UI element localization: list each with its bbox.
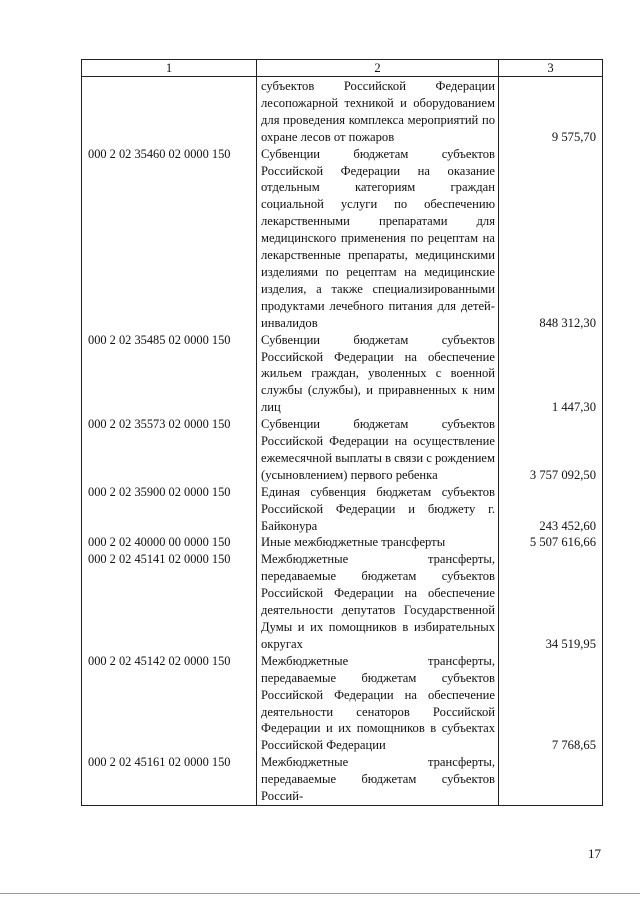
row-description: Субвенции бюджетам субъектов Российской Федерации на оказание отдельным категориям граждан социальной услуги по обеспечению лекарственными препаратами для медицинского применения по рецептам на лекарственные препараты, медицинскими изделиями по рецептам на медицинские изделия, а также специализированными продуктами лечебного питания для детей-инвалидов [257, 146, 499, 332]
table-row [82, 416, 603, 484]
row-code: 000 2 02 35485 02 0000 150 [82, 332, 257, 417]
table-row [82, 77, 603, 146]
table-row [82, 484, 603, 535]
row-description: Межбюджетные трансферты, передаваемые бюджетам субъектов Российской Федерации на обеспечение деятельности депутатов Государственной Думы и их помощников в избирательных округах [257, 551, 499, 652]
row-amount: 7 768,65 [499, 653, 603, 754]
row-description: Иные межбюджетные трансферты [257, 534, 499, 551]
row-amount: 243 452,60 [499, 484, 603, 535]
table-row [82, 146, 603, 332]
row-description: субъектов Российской Федерации лесопожарной техникой и оборудованием для проведения комплекса мероприятий по охране лесов от пожаров [257, 77, 499, 146]
row-code: 000 2 02 40000 00 0000 150 [82, 534, 257, 551]
row-code: 000 2 02 45141 02 0000 150 [82, 551, 257, 652]
table-row [82, 332, 603, 417]
column-header-3: 3 [499, 60, 603, 77]
row-description: Субвенции бюджетам субъектов Российской Федерации на обеспечение жильем граждан, уволенных с военной службы (службы), и приравненных к ним лиц [257, 332, 499, 417]
column-header-2: 2 [257, 60, 499, 77]
page-bottom-divider [0, 893, 640, 894]
table-header-row [82, 60, 603, 77]
row-amount: 34 519,95 [499, 551, 603, 652]
row-amount: 5 507 616,66 [499, 534, 603, 551]
table-row [82, 653, 603, 754]
row-description: Субвенции бюджетам субъектов Российской Федерации на осуществление ежемесячной выплаты в связи с рождением (усыновлением) первого ребенка [257, 416, 499, 484]
row-code: 000 2 02 45142 02 0000 150 [82, 653, 257, 754]
row-amount: 3 757 092,50 [499, 416, 603, 484]
row-amount: 9 575,70 [499, 77, 603, 146]
row-amount: 1 447,30 [499, 332, 603, 417]
budget-table [81, 59, 603, 806]
table-row [82, 754, 603, 805]
row-amount: 848 312,30 [499, 146, 603, 332]
row-code [82, 77, 257, 146]
row-description: Межбюджетные трансферты, передаваемые бюджетам субъектов Россий- [257, 754, 499, 805]
row-code: 000 2 02 35460 02 0000 150 [82, 146, 257, 332]
table-row [82, 551, 603, 652]
row-code: 000 2 02 35573 02 0000 150 [82, 416, 257, 484]
row-description: Межбюджетные трансферты, передаваемые бюджетам субъектов Российской Федерации на обеспечение деятельности сенаторов Российской Федерации и их помощников в субъектах Российской Федерации [257, 653, 499, 754]
column-header-1: 1 [82, 60, 257, 77]
page-number: 17 [588, 846, 601, 861]
table-row [82, 534, 603, 551]
row-code: 000 2 02 45161 02 0000 150 [82, 754, 257, 805]
row-amount [499, 754, 603, 805]
row-description: Единая субвенция бюджетам субъектов Российской Федерации и бюджету г. Байконура [257, 484, 499, 535]
row-code: 000 2 02 35900 02 0000 150 [82, 484, 257, 535]
